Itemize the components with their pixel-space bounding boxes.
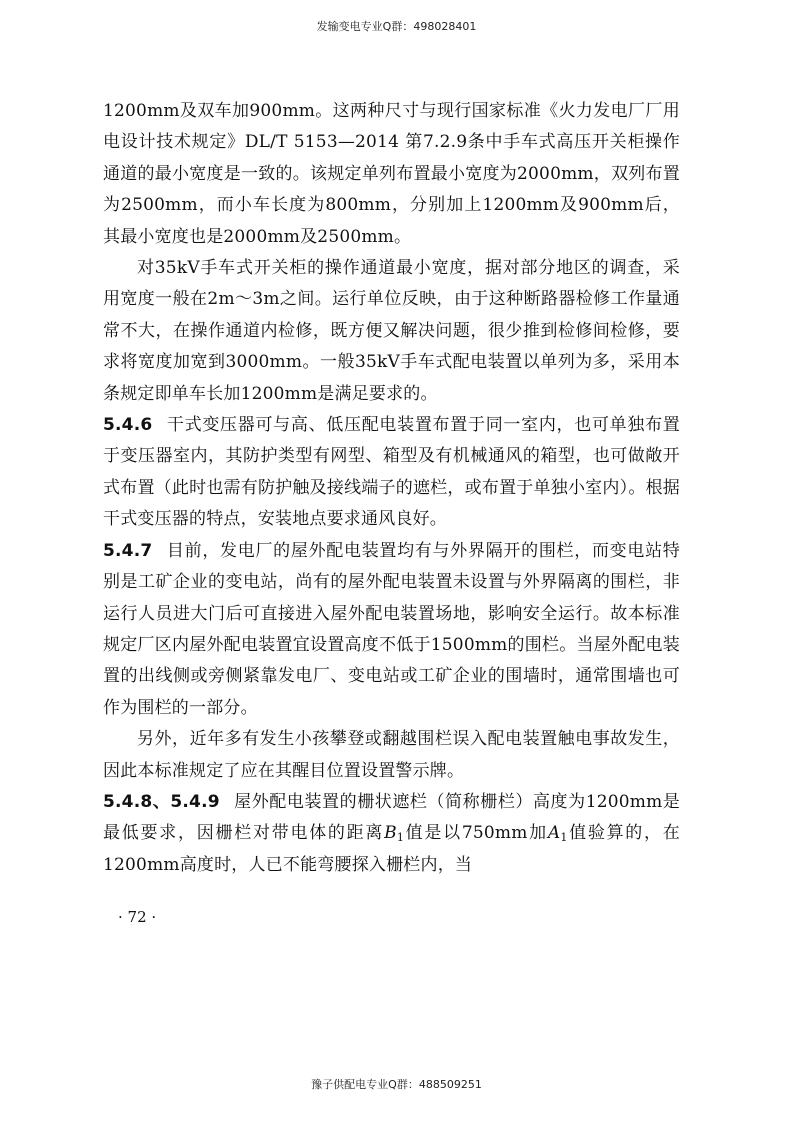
section-text: 干式变压器可与高、低压配电装置布置于同一室内，也可单独布置于变压器室内，其防护类型有网型、箱型及有机械通风的箱型，也可做敞开式布置（此时也需有防护触及接线端子的遮栏，或布置于单独小室内）。根据干式变压器的特点，安装地点要求通风良好。 [103, 415, 680, 530]
paragraph: 1200mm及双车加900mm。这两种尺寸与现行国家标准《火力发电厂厂用电设计技术规定》DL/T 5153—2014 第7.2.9条中手车式高压开关柜操作通道的最小宽度是一致的。该规定单列布置最小宽度为2000mm，双列布置为2500mm，而小车长度为800mm，分别加上1200mm及900mm后，其最小宽度也是2000mm及2500mm。 [103, 101, 680, 247]
section-text: 值是以750mm加 [404, 823, 548, 844]
symbol-b: B [384, 823, 397, 844]
section-number: 5.4.6 [103, 415, 153, 436]
subscript: 1 [396, 831, 405, 845]
section-number: 5.4.7 [103, 540, 153, 561]
page-number: · 72 · [118, 908, 157, 926]
page-header: 发输变电专业Q群：498028401 [316, 20, 477, 33]
section-text: 目前，发电厂的屋外配电装置均有与外界隔开的围栏，而变电站特别是工矿企业的变电站，尚有的屋外配电装置未设置与外界隔离的围栏，非运行人员进大门后可直接进入屋外配电装置场地，影响安全运行。故本标准规定厂区内屋外配电装置宜设置高度不低于1500mm的围栏。当屋外配电装置的出线侧或旁侧紧靠发电厂、变电站或工矿企业的围墙时，通常围墙也可作为围栏的一部分。 [103, 540, 680, 718]
body-text [103, 96, 680, 881]
section-text: 屋外配电装置的栅状遮栏（简称栅栏）高度为1200mm是最低要求，因栅栏对带电体的距离 [103, 791, 680, 844]
symbol-a: A [547, 823, 561, 844]
section-5-4-6 [103, 410, 680, 536]
section-5-4-8 [103, 787, 680, 881]
page-footer: 豫子供配电专业Q群：488509251 [311, 1078, 482, 1091]
subscript: 1 [560, 831, 568, 845]
paragraph: 对35kV手车式开关柜的操作通道最小宽度，据对部分地区的调查，采用宽度一般在2m～3m之间。运行单位反映，由于这种断路器检修工作量通常不大，在操作通道内检修，既方便又解决问题，很少推到检修间检修，要求将宽度加宽到3000mm。一般35kV手车式配电装置以单列为多，采用本条规定即单车长加1200mm是满足要求的。 [103, 258, 680, 404]
section-text: 值验算的，在1200mm高度时，人已不能弯腰探入栅栏内，当 [103, 823, 680, 875]
section-number: 5.4.8、5.4.9 [103, 791, 220, 812]
section-5-4-7 [103, 536, 680, 724]
paragraph: 另外，近年多有发生小孩攀登或翻越围栏误入配电装置触电事故发生，因此本标准规定了应在其醒目位置设置警示牌。 [103, 729, 680, 781]
